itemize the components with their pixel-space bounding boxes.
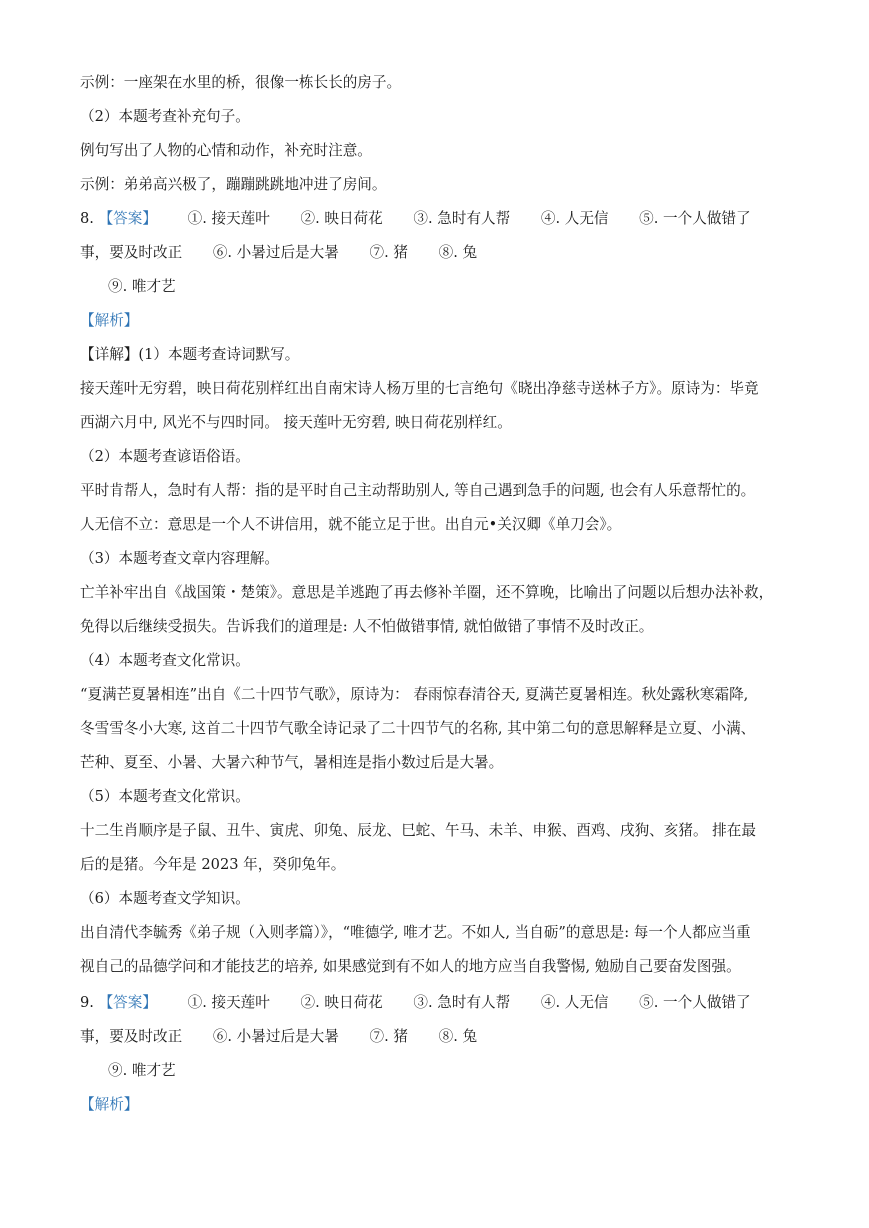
answer-item: ⑦. 猪	[369, 244, 408, 261]
answer-item: ⑤. 一个人做错了	[639, 210, 751, 227]
text-line: （6）本题考查文学知识。	[80, 890, 250, 907]
answer-item: ①. 接天莲叶	[187, 994, 270, 1011]
q8-answer-line-2	[80, 243, 477, 263]
text-line: 冬雪雪冬小大寒, 这首二十四节气歌全诗记录了二十四节气的名称, 其中第二句的意思解释是立夏、小满、	[80, 720, 756, 737]
answer-item: ⑧. 兔	[438, 1028, 478, 1045]
answer-item: ②. 映日荷花	[300, 994, 383, 1011]
text-line: （2）本题考查补充句子。	[80, 108, 250, 125]
answer-item: ⑧. 兔	[438, 244, 478, 261]
text-line: （5）本题考查文化常识。	[80, 788, 250, 805]
text-line: 芒种、夏至、小暑、大暑六种节气，暑相连是指小数过后是大暑。	[80, 754, 504, 771]
q8-answer-line	[80, 209, 751, 229]
q9-answer-line-2	[80, 1027, 477, 1047]
q9-analysis-tag: 【解析】	[80, 1096, 139, 1113]
answer-item: ③. 急时有人帮	[413, 210, 511, 227]
text-line: 出自清代李毓秀《弟子规（入则孝篇）》，“唯德学, 唯才艺。不如人, 当自砺”的意思是: 每一个人都应当重	[80, 924, 751, 941]
text-line: 示例：一座架在水里的桥，很像一栋长长的房子。	[80, 74, 402, 91]
answer-item: ⑥. 小暑过后是大暑	[212, 244, 339, 261]
answer-item: ④. 人无信	[540, 994, 609, 1011]
text-line: （3）本题考查文章内容理解。	[80, 550, 280, 567]
text-line: 视自己的品德学问和才能技艺的培养, 如果感觉到有不如人的地方应当自我警惕, 勉励自己要奋发图强。	[80, 958, 741, 975]
answer-item: ②. 映日荷花	[300, 210, 383, 227]
q8-analysis-tag: 【解析】	[80, 312, 139, 329]
text-line: 平时肯帮人，急时有人帮：指的是平时自己主动帮助别人, 等自己遇到急手的问题, 也会有人乐意帮忙的。	[80, 482, 756, 499]
answer-item: ⑦. 猪	[369, 1028, 408, 1045]
text-line: （2）本题考查谚语俗语。	[80, 448, 250, 465]
q9-number: 9.	[80, 994, 94, 1011]
text-line: 西湖六月中, 风光不与四时同。 接天莲叶无穷碧, 映日荷花别样红。	[80, 414, 512, 431]
text-line: 接天莲叶无穷碧，映日荷花别样红出自南宋诗人杨万里的七言绝句《晓出净慈寺送林子方》。原诗为：毕竟	[80, 380, 759, 397]
text-line: 免得以后继续受损失。告诉我们的道理是: 人不怕做错事情, 就怕做错了事情不及时改正。	[80, 618, 654, 635]
answer-item: ⑥. 小暑过后是大暑	[212, 1028, 339, 1045]
answer-item: ⑨. 唯才艺	[108, 1062, 176, 1079]
answer-item: ⑨. 唯才艺	[108, 278, 176, 295]
answer-item: ①. 接天莲叶	[187, 210, 270, 227]
q8-answer-tag: 【答案】	[98, 210, 157, 227]
text-line: （4）本题考查文化常识。	[80, 652, 250, 669]
text-line: 【详解】(1）本题考查诗词默写。	[80, 346, 300, 363]
text-line: 人无信不立：意思是一个人不讲信用，就不能立足于世。出自元•关汉卿《单刀会》。	[80, 516, 622, 533]
text-line: 示例：弟弟高兴极了，蹦蹦跳跳地冲进了房间。	[80, 176, 387, 193]
answer-item: 事，要及时改正	[80, 1028, 183, 1045]
text-line: 后的是猪。今年是 2023 年，癸卯兔年。	[80, 856, 346, 873]
text-line: 十二生肖顺序是子鼠、丑牛、寅虎、卯兔、辰龙、巳蛇、午马、未羊、申猴、酉鸡、戌狗、亥猪。 排在最	[80, 822, 756, 839]
text-line: 亡羊补牢出自《战国策・楚策》。意思是羊逃跑了再去修补羊圈，还不算晚，比喻出了问题以后想办法补救，	[80, 584, 774, 601]
answer-item: 事，要及时改正	[80, 244, 183, 261]
q9-answer-tag: 【答案】	[98, 994, 157, 1011]
text-line: 例句写出了人物的心情和动作，补充时注意。	[80, 142, 372, 159]
text-line: “夏满芒夏暑相连”出自《二十四节气歌》，原诗为： 春雨惊春清谷天, 夏满芒夏暑相连。秋处露秋寒霜降,	[80, 686, 749, 703]
answer-item: ④. 人无信	[540, 210, 609, 227]
answer-item: ③. 急时有人帮	[413, 994, 511, 1011]
q8-number: 8.	[80, 210, 94, 227]
answer-item: ⑤. 一个人做错了	[639, 994, 751, 1011]
q9-answer-line	[80, 993, 751, 1013]
